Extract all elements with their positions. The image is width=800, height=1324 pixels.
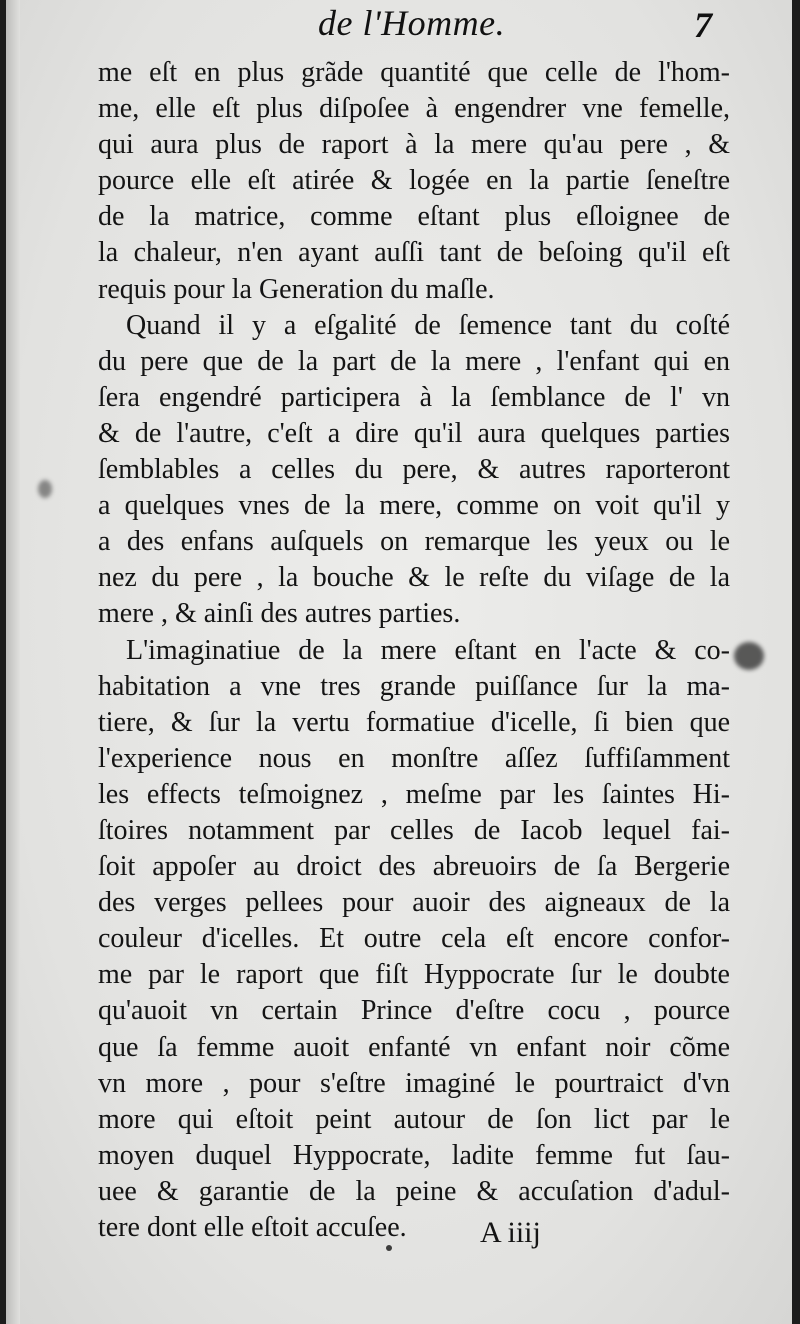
text-line: habitation a vne tres grande puiſſance ſur la ma- (98, 670, 730, 702)
text-line: pource elle eſt atirée & logée en la partie ſeneſtre (98, 165, 730, 197)
text-line: ſtoires notamment par celles de Iacob lequel fai- (98, 814, 730, 846)
book-page (6, 0, 792, 1324)
text-line: mere , & ainſi des autres parties. (98, 598, 461, 630)
text-line: uee & garantie de la peine & accuſation d'adul- (98, 1175, 730, 1207)
running-title: de l'Homme. (318, 3, 506, 43)
page-footer (6, 1212, 792, 1262)
text-line: ſera engendré participera à la ſemblance de l' vn (98, 381, 730, 413)
page-number: 7 (694, 5, 712, 45)
paragraph-first-line: L'imaginatiue de la mere eſtant en l'acte & co- (126, 634, 730, 666)
text-line: la chaleur, n'en ayant auſſi tant de beſoing qu'il eſt (98, 237, 730, 269)
text-line: qu'auoit vn certain Prince d'eſtre cocu , pource (98, 995, 730, 1027)
text-line: l'experience nous en monſtre aſſez ſuffiſamment (98, 742, 730, 774)
text-line: & de l'autre, c'eſt a dire qu'il aura quelques parties (98, 417, 730, 449)
signature-mark: A iiij (480, 1216, 541, 1249)
text-line: requis pour la Generation du maſle. (98, 273, 495, 305)
text-line: des verges pellees pour auoir des aigneaux de la (98, 887, 730, 919)
text-line: moyen duquel Hyppocrate, ladite femme fut ſau- (98, 1139, 730, 1171)
ink-blot (38, 480, 52, 498)
text-line: vn more , pour s'eſtre imaginé le pourtraict d'vn (98, 1067, 730, 1099)
text-line: tere dont elle eſtoit accuſee. (98, 1212, 407, 1243)
text-line: me eſt en plus grãde quantité que celle de l'hom- (98, 57, 730, 88)
body-text (98, 55, 730, 1246)
text-line: du pere que de la part de la mere , l'enfant qui en (98, 345, 730, 377)
text-line: que ſa femme auoit enfanté vn enfant noir cõme (98, 1031, 730, 1063)
text-line: a des enfans auſquels on remarque les yeux ou le (98, 526, 730, 558)
text-line: les effects teſmoignez , meſme par les ſaintes Hi- (98, 778, 730, 810)
page-gutter (6, 0, 20, 1324)
text-line: ſemblables a celles du pere, & autres raporteront (98, 454, 730, 486)
text-line: qui aura plus de raport à la mere qu'au pere , & (98, 129, 730, 161)
paragraph-first-line: Quand il y a eſgalité de ſemence tant du coſté (126, 309, 730, 341)
text-line: ſoit appoſer au droict des abreuoirs de ſa Bergerie (98, 851, 730, 883)
text-line: tiere, & ſur la vertu formatiue d'icelle, ſi bien que (98, 706, 730, 738)
ink-blot (734, 642, 764, 670)
text-line: me, elle eſt plus diſpoſee à engendrer vne femelle, (98, 93, 730, 125)
text-line: a quelques vnes de la mere, comme on voit qu'il y (98, 490, 730, 522)
text-line: couleur d'icelles. Et outre cela eſt encore confor- (98, 923, 730, 955)
page-header (6, 0, 792, 52)
text-line: nez du pere , la bouche & le reſte du viſage de la (98, 562, 730, 594)
text-line: me par le raport que fiſt Hyppocrate ſur le doubte (98, 959, 730, 991)
text-line: de la matrice, comme eſtant plus eſloignee de (98, 201, 730, 233)
ink-dot (386, 1245, 392, 1251)
text-line: more qui eſtoit peint autour de ſon lict par le (98, 1103, 730, 1135)
